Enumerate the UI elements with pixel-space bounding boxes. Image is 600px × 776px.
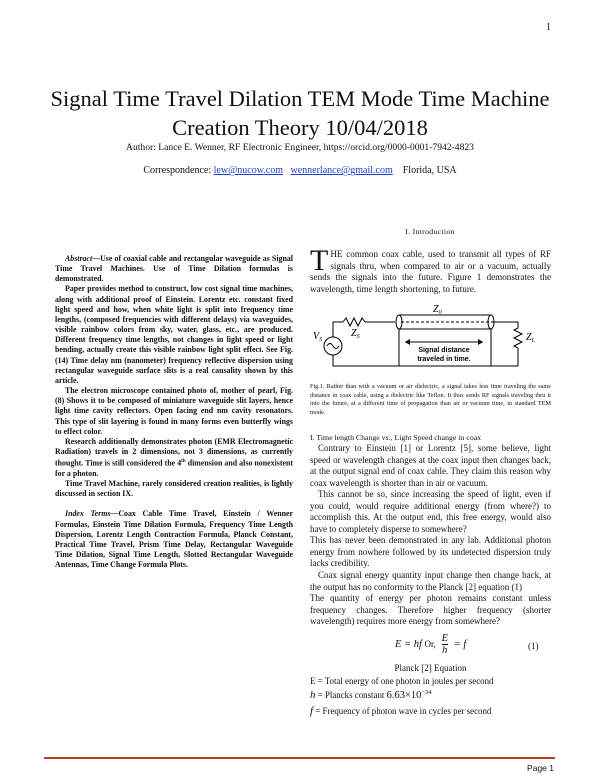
definition-frequency: f = Frequency of photon wave in cycles per second (310, 705, 492, 717)
arrow-text-1: Signal distance (418, 347, 470, 354)
footer-rule (44, 757, 555, 759)
page-number-top: 1 (546, 22, 551, 33)
figure-caption: Fig.1. Rather than with a vacuum or air dielectric, a signal takes less time traveling the same distance in coax cable, using a dielectric like Teflon. It thus sends RF signals traveling thru it into the future, at a different time of propagation than air or vacuum time, in standard TEM mode. (310, 383, 551, 416)
definition-planck: h = Plancks constant $6.63\times 10^{-34}$ (310, 689, 432, 701)
abstract-p1: Abstract—Use of coaxial cable and rectangular waveguide as Signal Time Travel Machines. Use of Time Dilation formulas is demonstrated. (55, 254, 293, 284)
section-heading-time-length: I. Time length Change vs., Light Speed change in coax (310, 433, 482, 442)
page-number-footer: Page 1 (527, 763, 554, 773)
email-link-1[interactable]: lew@nucow.com (213, 165, 283, 176)
index-terms: Index Terms—Coax Cable Time Travel, Einstein / Wenner Formulas, Einstein Time Dilation Formula, Frequency Time Length Dispersion, Lorentz Length Contraction Formula, Planck Constant, Practical Time Travel, Prism Time Delay, Rectangular Waveguide Time Dilation, Signal Time Length, Slotted Rectangular Waveguide Antennas, Time Change Formula Plots. (55, 509, 293, 570)
correspondence-label: Correspondence: (143, 165, 212, 176)
abstract-p2: Paper provides method to construct, low cost signal time machines, along with additional proof of Einstein. Lorentz etc. constant fixed light speed and how, when white light is split into frequency time lengths, (composed frequencies with different delays) via waveguides, visible rainbow colors from sky, water, glass, etc., are produced. Different frequency time lengths, not changes in light speed or light bending, actually create this visible rainbow light split effect. See Fig. (14) Time delay nm (nanometer) frequency reflective dispersion using rectangular waveguide surface slits is a real causality shown by this article. (55, 284, 293, 385)
abstract-p4: Research additionally demonstrates photon (EMR Electromagnetic Radiation) travels in 2 dimensions, not 3 dimensions, as currently thought. Time is still considered the 4th dimension and also nonexistent for a photon. (55, 436, 293, 478)
body-p1: Contrary to Einstein [1] or Lorentz [5], some believe, light speed or wavelength changes at the coax input then changes back, at the output signal end of coax cable. They claim this reason why coax wavelength is shorter than in air or vacuum. (310, 443, 551, 488)
coax-diagram (313, 304, 549, 380)
section-heading-introduction: I. Introduction (405, 227, 455, 236)
author-line: Author: Lance E. Wenner, RF Electronic Engineer, https://orcid.org/0000-0001-7942-4823 (126, 142, 474, 153)
load-resistor-icon (494, 322, 522, 366)
correspondence-line (40, 165, 560, 176)
planck-equation: E = hf Or, $\frac{E}{h}$ = f (395, 633, 467, 656)
abstract-label: Abstract (65, 254, 93, 263)
equation-caption: Planck [2] Equation (394, 663, 467, 673)
body-p2: This cannot be so, since increasing the speed of light, even if you could, would require additional energy (from where?) to accomplish this. At the output end, this free energy, would also have to completely disperse to somewhere? (310, 489, 551, 534)
abstract-column (55, 254, 293, 570)
z0-label: $Z_0$ (433, 304, 442, 316)
abstract-p3: The electron microscope contained photo of, mother of pearl, Fig. (8) Shows it to be composed of miniature waveguide slit layers, hence light time cavity reflectors. Open facing end nm cavity resonators. This type of slit layering is found in many forms even butterfly wings to effect color. (55, 386, 293, 436)
source-resistor-icon (343, 318, 365, 326)
section-body (310, 443, 551, 628)
vs-label: $V_S$ (313, 331, 323, 343)
zl-label: $Z_L$ (526, 332, 535, 344)
zs-label: $Z_S$ (351, 328, 360, 340)
introduction-text: THE common coax cable, used to transmit all types of RF signals thru, when compared to air or a vacuum, actually sends the signals into the future. Figure 1 demonstrates the wavelength, time length shortening, to future. (310, 244, 551, 294)
location: Florida, USA (402, 165, 457, 176)
body-p5: The quantity of energy per photon remains constant unless frequency changes. Therefore higher frequency (shorter wavelength) requires more energy from somewhere? (310, 593, 551, 627)
equation-number: (1) (528, 641, 539, 651)
abstract-p5: Time Travel Machine, rarely considered creation realities, is lightly discussed in section IX. (55, 479, 293, 499)
definition-energy: E = Total energy of one photon in joules per second (310, 676, 494, 686)
body-p3: This has never been demonstrated in any lab. Additional photon energy from nowhere followed by its undetected dispersion truly lacks credibility. (310, 535, 551, 569)
arrow-text-2: traveled in time. (417, 356, 471, 363)
paper-title: Signal Time Travel Dilation TEM Mode Time Machine Creation Theory 10/04/2018 (50, 86, 550, 140)
sine-icon (327, 344, 339, 349)
index-terms-label: Index Terms (65, 509, 111, 519)
drop-cap: T (310, 244, 329, 277)
email-link-2[interactable]: wennerlance@gmail.com (290, 165, 393, 176)
body-p4: Coax signal energy quantity input change then change back, at the output has no conformity to the Planck [2] equation (1) (310, 570, 551, 592)
